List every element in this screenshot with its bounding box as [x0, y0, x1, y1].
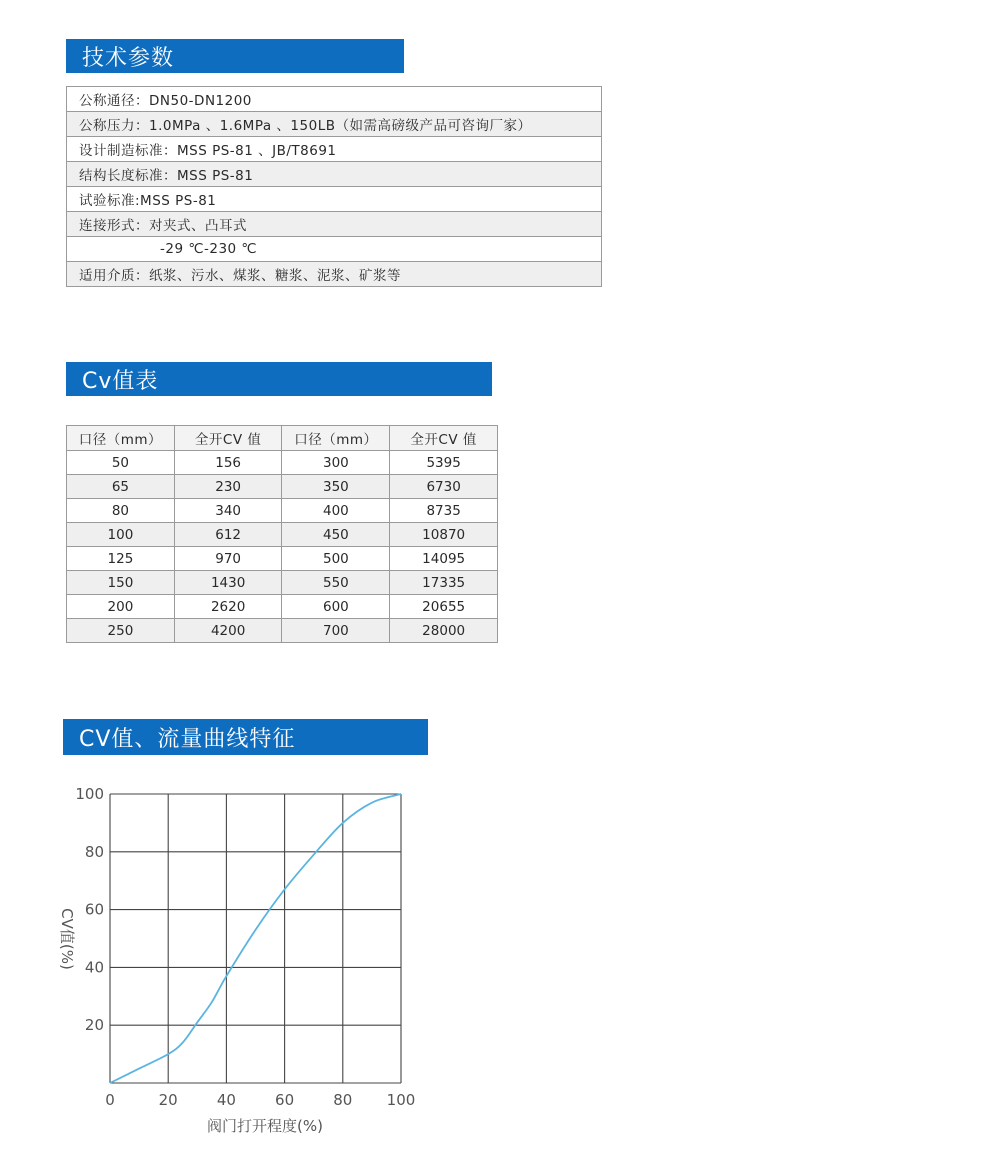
table-row	[67, 137, 602, 162]
column-header: 口径（mm）	[282, 426, 390, 451]
y-tick-label: 20	[84, 1016, 104, 1035]
x-tick-label: 80	[333, 1091, 353, 1109]
section-title-curve: CV值、流量曲线特征	[63, 719, 428, 755]
spec-table	[66, 86, 602, 287]
x-axis-label: 阀门打开程度(%)	[207, 1117, 323, 1135]
table-cell: 500	[282, 547, 390, 571]
table-cell: 6730	[390, 475, 498, 499]
table-cell: 250	[67, 619, 175, 643]
table-cell: 700	[282, 619, 390, 643]
table-cell: 2620	[174, 595, 282, 619]
spec-cell: 设计制造标准：MSS PS-81 、JB/T8691	[67, 137, 602, 162]
table-cell: 200	[67, 595, 175, 619]
spec-cell: 结构长度标准：MSS PS-81	[67, 162, 602, 187]
chart-series-layer	[110, 794, 401, 1083]
chart-grid	[110, 794, 401, 1083]
table-cell: 28000	[390, 619, 498, 643]
table-row	[67, 262, 602, 287]
table-cell: 600	[282, 595, 390, 619]
column-header: 口径（mm）	[67, 426, 175, 451]
table-cell: 17335	[390, 571, 498, 595]
table-cell: 8735	[390, 499, 498, 523]
x-tick-label: 40	[216, 1091, 236, 1109]
spec-cell: 公称通径：DN50-DN1200	[67, 87, 602, 112]
y-tick-label: 60	[84, 900, 104, 919]
cv-table	[66, 425, 498, 643]
spec-cell: 适用介质：纸浆、污水、煤浆、糖浆、泥浆、矿浆等	[67, 262, 602, 287]
y-axis-label: CV值(%)	[58, 908, 76, 970]
table-row	[67, 87, 602, 112]
table-row	[67, 162, 602, 187]
table-cell: 100	[67, 523, 175, 547]
table-cell: 14095	[390, 547, 498, 571]
table-cell: 300	[282, 451, 390, 475]
table-cell: 612	[174, 523, 282, 547]
table-cell: 350	[282, 475, 390, 499]
table-row	[67, 475, 498, 499]
table-row	[67, 187, 602, 212]
table-cell: 5395	[390, 451, 498, 475]
table-row	[67, 212, 602, 237]
flow-curve-chart	[40, 775, 440, 1145]
table-cell: 4200	[174, 619, 282, 643]
section-title-tech: 技术参数	[66, 39, 404, 73]
table-cell: 1430	[174, 571, 282, 595]
table-row	[67, 547, 498, 571]
column-header: 全开CV 值	[174, 426, 282, 451]
column-header: 全开CV 值	[390, 426, 498, 451]
table-header-row	[67, 426, 498, 451]
table-cell: 400	[282, 499, 390, 523]
x-tick-label: 60	[275, 1091, 295, 1109]
table-row	[67, 237, 602, 262]
spec-cell: 试验标准:MSS PS-81	[67, 187, 602, 212]
y-tick-label: 40	[84, 958, 104, 977]
table-cell: 970	[174, 547, 282, 571]
table-cell: 340	[174, 499, 282, 523]
table-row	[67, 499, 498, 523]
table-cell: 125	[67, 547, 175, 571]
cv-curve-line	[110, 794, 401, 1083]
table-row	[67, 112, 602, 137]
table-row	[67, 571, 498, 595]
spec-cell: 连接形式：对夹式、凸耳式	[67, 212, 602, 237]
y-tick-label: 100	[75, 785, 104, 803]
table-cell: 550	[282, 571, 390, 595]
table-row	[67, 451, 498, 475]
x-tick-label: 100	[386, 1091, 416, 1109]
table-row	[67, 619, 498, 643]
table-row	[67, 523, 498, 547]
table-cell: 80	[67, 499, 175, 523]
table-cell: 65	[67, 475, 175, 499]
table-cell: 156	[174, 451, 282, 475]
table-cell: 20655	[390, 595, 498, 619]
y-tick-label: 80	[84, 842, 104, 861]
spec-cell: -29 ℃-230 ℃	[67, 237, 602, 262]
section-title-cv: Cv值表	[66, 362, 492, 396]
table-cell: 450	[282, 523, 390, 547]
x-tick-label: 0	[105, 1091, 115, 1109]
spec-cell: 公称压力：1.0MPa 、1.6MPa 、150LB（如需高磅级产品可咨询厂家）	[67, 112, 602, 137]
table-cell: 150	[67, 571, 175, 595]
table-cell: 50	[67, 451, 175, 475]
x-tick-label: 20	[158, 1091, 178, 1109]
table-row	[67, 595, 498, 619]
table-cell: 230	[174, 475, 282, 499]
table-cell: 10870	[390, 523, 498, 547]
